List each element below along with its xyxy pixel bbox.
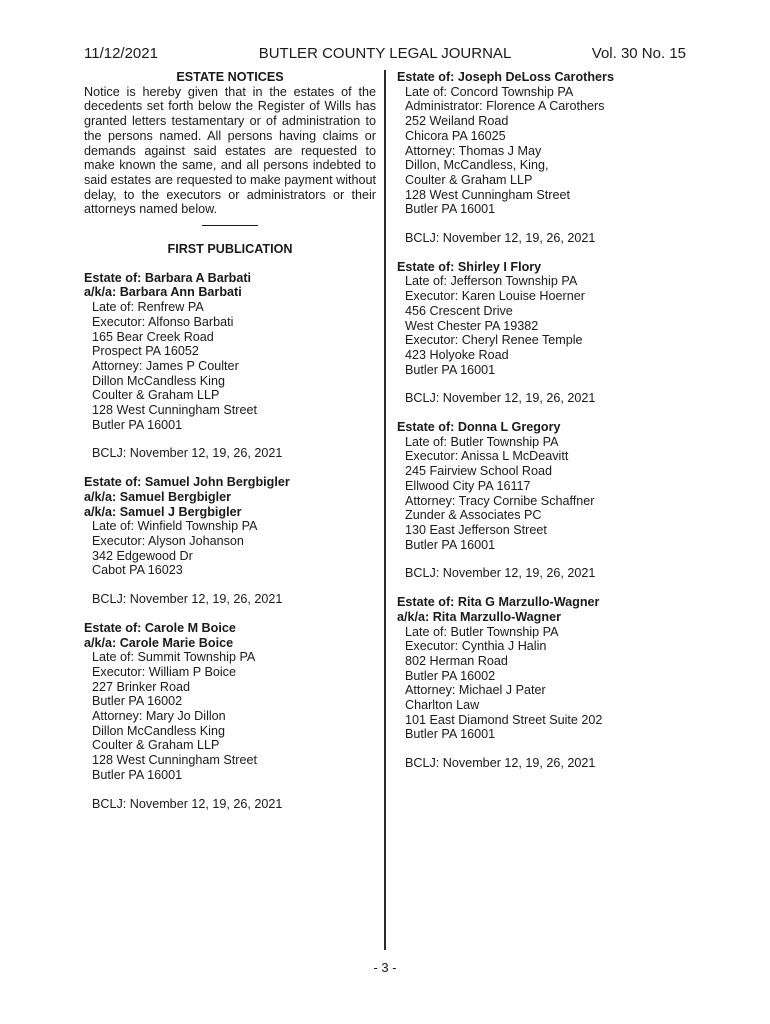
estate-detail-line: Coulter & Graham LLP — [92, 388, 220, 403]
estate-detail-line: Executor: Anissa L McDeavitt — [405, 449, 569, 464]
estate-detail-line: 101 East Diamond Street Suite 202 — [405, 712, 603, 727]
estate-detail-line: Late of: Jefferson Township PA — [405, 274, 578, 289]
estate-detail-line: 342 Edgewood Dr — [92, 548, 193, 563]
estate-detail-line: Butler PA 16001 — [405, 537, 496, 552]
estate-detail-line: Prospect PA 16052 — [92, 344, 199, 359]
estate-detail-line: Butler PA 16002 — [92, 694, 183, 709]
estate-detail-line: Late of: Concord Township PA — [405, 84, 574, 99]
bclj-dates: BCLJ: November 12, 19, 26, 2021 — [92, 796, 283, 811]
estate-detail-line: Dillon McCandless King — [92, 373, 225, 388]
estate-name: a/k/a: Carole Marie Boice — [84, 635, 234, 650]
issue-date: 11/12/2021 — [84, 45, 158, 62]
estate-entry — [397, 260, 697, 406]
notice-intro: Notice is hereby given that in the estates of the decedents set forth below the Register of Wills has granted letters testamentary or of administration to the persons named. All persons having claims or demands against said estates are requested to make known the same, and all persons indebted to said estates are requested to make payment without delay, to the executors or administrators or their attorneys named below. — [84, 84, 376, 217]
page-number: - 3 - — [373, 960, 397, 975]
estate-name: a/k/a: Barbara Ann Barbati — [84, 285, 242, 300]
estate-detail-line: Executor: Cynthia J Halin — [405, 639, 547, 654]
estate-detail-line: Coulter & Graham LLP — [92, 738, 220, 753]
estate-detail-line: Attorney: Thomas J May — [405, 143, 542, 158]
estate-detail-line: Butler PA 16001 — [405, 727, 496, 742]
estate-detail-line: 423 Holyoke Road — [405, 347, 509, 362]
estate-name: Estate of: Donna L Gregory — [397, 420, 561, 435]
estate-detail-line: Butler PA 16002 — [405, 668, 496, 683]
estate-name: a/k/a: Samuel J Bergbigler — [84, 504, 242, 519]
estate-entry — [397, 70, 697, 246]
bclj-dates: BCLJ: November 12, 19, 26, 2021 — [405, 231, 596, 246]
estate-detail-line: 128 West Cunningham Street — [92, 403, 257, 418]
estate-detail-line: Dillon, McCandless, King, — [405, 158, 549, 173]
estate-detail-line: 802 Herman Road — [405, 653, 508, 668]
estate-name: Estate of: Barbara A Barbati — [84, 270, 252, 285]
estate-detail-line: Late of: Renfrew PA — [92, 300, 204, 315]
estate-detail-line: Butler PA 16001 — [405, 362, 496, 377]
estate-entry — [84, 621, 376, 811]
estate-detail-line: Zunder & Associates PC — [405, 508, 542, 523]
estate-name: Estate of: Carole M Boice — [84, 620, 236, 635]
estate-detail-line: Administrator: Florence A Carothers — [405, 99, 605, 114]
left-estate-list — [84, 271, 376, 812]
estate-detail-line: Executor: William P Boice — [92, 664, 236, 679]
estate-detail-line: 165 Bear Creek Road — [92, 329, 214, 344]
estate-name: Estate of: Shirley I Flory — [397, 259, 542, 274]
estate-detail-line: Late of: Summit Township PA — [92, 650, 256, 665]
estate-detail-line: Butler PA 16001 — [92, 417, 183, 432]
estate-name: Estate of: Rita G Marzullo-Wagner — [397, 595, 600, 610]
estate-detail-line: Butler PA 16001 — [405, 202, 496, 217]
estate-name: Estate of: Joseph DeLoss Carothers — [397, 70, 614, 84]
right-estate-list — [397, 70, 697, 771]
estate-name: a/k/a: Rita Marzullo-Wagner — [397, 609, 561, 624]
bclj-dates: BCLJ: November 12, 19, 26, 2021 — [405, 756, 596, 771]
estate-detail-line: 456 Crescent Drive — [405, 303, 513, 318]
estate-entry — [84, 475, 376, 607]
estate-detail-line: Late of: Butler Township PA — [405, 434, 559, 449]
estate-detail-line: Attorney: Michael J Pater — [405, 683, 546, 698]
estate-detail-line: 128 West Cunningham Street — [405, 187, 570, 202]
estate-detail-line: 227 Brinker Road — [92, 679, 191, 694]
estate-notices-heading: ESTATE NOTICES — [176, 70, 284, 84]
right-column — [397, 70, 697, 785]
estate-detail-line: Charlton Law — [405, 698, 480, 713]
bclj-dates: BCLJ: November 12, 19, 26, 2021 — [92, 592, 283, 607]
estate-detail-line: West Chester PA 19382 — [405, 318, 539, 333]
estate-detail-line: Late of: Butler Township PA — [405, 624, 559, 639]
estate-detail-line: Attorney: Mary Jo Dillon — [92, 709, 226, 724]
page-header — [84, 44, 686, 64]
first-publication-heading: FIRST PUBLICATION — [167, 242, 293, 257]
estate-detail-line: Executor: Cheryl Renee Temple — [405, 333, 583, 348]
journal-title: BUTLER COUNTY LEGAL JOURNAL — [258, 45, 512, 62]
estate-detail-line: Late of: Winfield Township PA — [92, 519, 258, 534]
section-rule — [202, 225, 258, 226]
estate-detail-line: 252 Weiland Road — [405, 114, 509, 129]
estate-detail-line: Attorney: Tracy Cornibe Schaffner — [405, 493, 595, 508]
estate-detail-line: 130 East Jefferson Street — [405, 522, 547, 537]
column-divider — [384, 70, 386, 950]
volume-number: Vol. 30 No. 15 — [591, 45, 686, 62]
left-column — [84, 70, 376, 825]
estate-detail-line: Attorney: James P Coulter — [92, 358, 239, 373]
estate-name: a/k/a: Samuel Bergbigler — [84, 489, 231, 504]
estate-detail-line: 245 Fairview School Road — [405, 464, 553, 479]
estate-detail-line: 128 West Cunningham Street — [92, 753, 257, 768]
estate-detail-line: Chicora PA 16025 — [405, 128, 506, 143]
estate-name: Estate of: Samuel John Bergbigler — [84, 475, 290, 490]
estate-detail-line: Cabot PA 16023 — [92, 563, 183, 578]
estate-detail-line: Executor: Alyson Johanson — [92, 533, 244, 548]
bclj-dates: BCLJ: November 12, 19, 26, 2021 — [405, 566, 596, 581]
estate-detail-line: Executor: Alfonso Barbati — [92, 314, 234, 329]
bclj-dates: BCLJ: November 12, 19, 26, 2021 — [92, 446, 283, 461]
estate-detail-line: Butler PA 16001 — [92, 767, 183, 782]
estate-detail-line: Executor: Karen Louise Hoerner — [405, 289, 585, 304]
estate-detail-line: Dillon McCandless King — [92, 723, 225, 738]
bclj-dates: BCLJ: November 12, 19, 26, 2021 — [405, 391, 596, 406]
estate-entry — [397, 595, 697, 771]
estate-entry — [84, 271, 376, 461]
estate-detail-line: Coulter & Graham LLP — [405, 172, 533, 187]
estate-detail-line: Ellwood City PA 16117 — [405, 478, 531, 493]
estate-entry — [397, 420, 697, 581]
